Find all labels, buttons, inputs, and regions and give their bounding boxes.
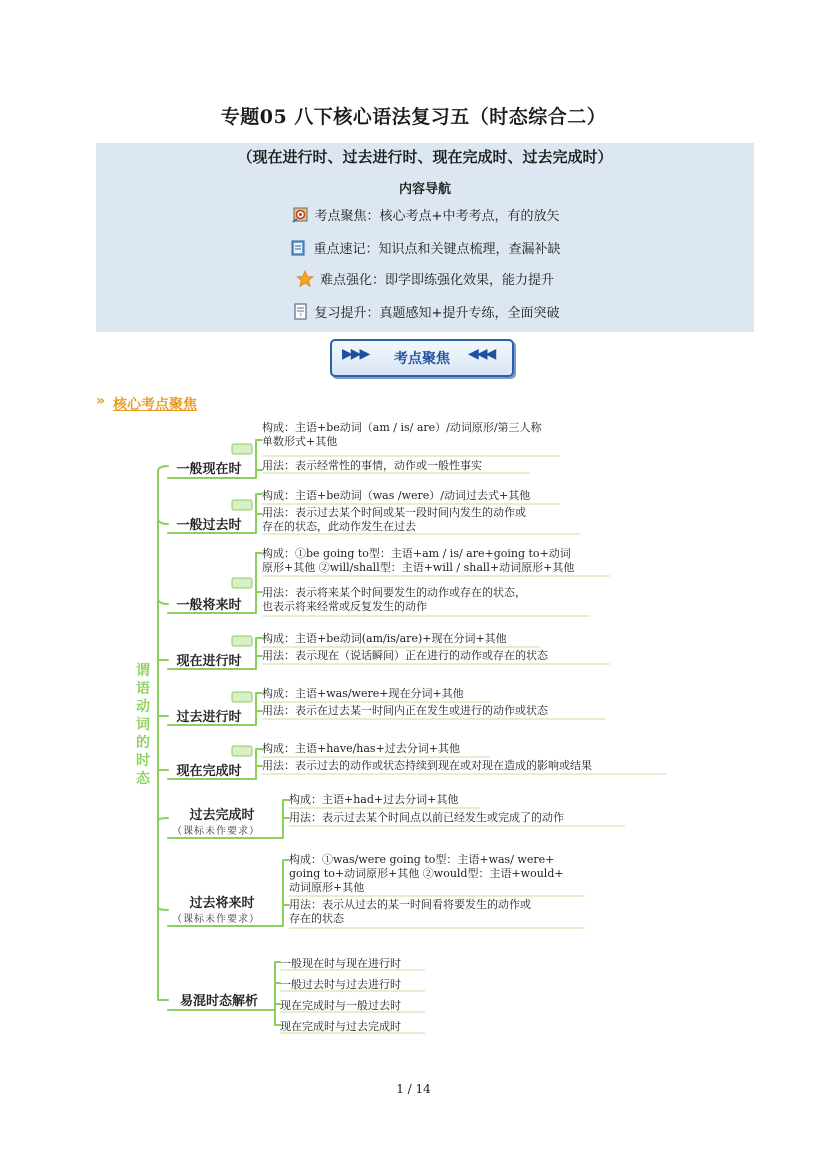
navigation-heading: 内容导航 — [398, 182, 451, 197]
nav-item-review — [96, 302, 754, 321]
tense-usage: 用法：表示过去的动作或状态持续到现在或对现在造成的影响或结果 — [262, 759, 592, 772]
tense-structure: 构成：主语+be动词（was /were）/动词过去式+其他 — [262, 489, 531, 502]
banner-right-arrows-icon: ◀◀◀ — [468, 346, 495, 362]
mindmap-node: 一般现在时 — [176, 462, 242, 477]
mindmap-node: 现在进行时 — [176, 654, 242, 669]
tense-structure: 构成：主语+have/has+过去分词+其他 — [262, 742, 461, 755]
tense-usage: 用法：表示现在（说话瞬间）正在进行的动作或存在的状态 — [262, 649, 548, 662]
nav-item-text: 复习提升：真题感知+提升专练，全面突破 — [314, 306, 560, 321]
nav-item-text: 考点聚焦：核心考点+中考考点，有的放矢 — [314, 209, 560, 224]
banner-left-arrows-icon: ▶▶▶ — [342, 346, 369, 362]
confusion-item: 一般现在时与现在进行时 — [280, 957, 401, 970]
mindmap-node-note: （课标未作要求） — [172, 914, 260, 925]
document-icon — [291, 303, 309, 321]
mindmap-node: 一般将来时 — [176, 598, 242, 613]
mindmap-node: 易混时态解析 — [179, 994, 258, 1009]
mindmap-node: 过去将来时 — [189, 896, 255, 911]
banner-label: 考点聚焦 — [394, 351, 450, 367]
tense-structure: 构成：主语+be动词（am / is/ are）/动词原形/第三人称 单数形式+其他 — [262, 421, 542, 448]
tense-structure: 构成：①was/were going to型：主语+was/ were+ going to+动词原形+其他 ②would型：主语+would+ 动词原形+其他 — [289, 853, 564, 894]
tense-structure: 构成：主语+had+过去分词+其他 — [289, 793, 459, 806]
nav-item-difficulty — [96, 269, 754, 288]
mindmap-node: 过去进行时 — [176, 710, 242, 725]
star-icon — [296, 270, 314, 288]
mindmap-root: 谓语动词的时态 — [136, 663, 150, 787]
tense-usage: 用法：表示过去某个时间点以前已经发生或完成了的动作 — [289, 811, 564, 824]
svg-text:?: ? — [298, 312, 302, 319]
nav-item-text: 难点强化：即学即练强化效果，能力提升 — [319, 273, 554, 288]
tense-usage: 用法：表示过去某个时间或某一段时间内发生的动作或 存在的状态，此动作发生在过去 — [262, 506, 526, 533]
content-navigation-box — [96, 143, 754, 332]
document-subtitle: （现在进行时、过去进行时、现在完成时、过去完成时） — [237, 148, 613, 166]
mindmap-node: 一般过去时 — [176, 518, 242, 533]
book-icon — [289, 239, 307, 257]
double-chevron-icon: » — [96, 393, 106, 409]
nav-item-focus — [96, 205, 754, 224]
tense-usage: 用法：表示将来某个时间要发生的动作或存在的状态， 也表示将来经常或反复发生的动作 — [262, 586, 526, 613]
mindmap-node-note: （课标未作要求） — [172, 826, 260, 837]
nav-item-notes — [96, 238, 754, 257]
confusion-item: 现在完成时与过去完成时 — [280, 1020, 401, 1033]
section-title: 核心考点聚焦 — [113, 397, 197, 413]
tense-usage: 用法：表示在过去某一时间内正在发生或进行的动作或状态 — [262, 704, 548, 717]
tense-usage: 用法：表示从过去的某一时间看将要发生的动作或 存在的状态 — [289, 898, 531, 925]
target-board-icon — [291, 206, 309, 224]
confusion-item: 现在完成时与一般过去时 — [280, 999, 401, 1012]
section-banner — [330, 339, 514, 377]
tense-structure: 构成：①be going to型：主语+am / is/ are+going to+动词 原形+其他 ②will/shall型：主语+will / shall+动词原形+其他 — [262, 547, 575, 574]
tense-structure: 构成：主语+be动词(am/is/are)+现在分词+其他 — [262, 632, 507, 645]
mindmap-node: 过去完成时 — [189, 808, 255, 823]
mindmap-node: 现在完成时 — [176, 764, 242, 779]
nav-item-text: 重点速记：知识点和关键点梳理，查漏补缺 — [313, 242, 561, 257]
tense-structure: 构成：主语+was/were+现在分词+其他 — [262, 687, 464, 700]
tense-usage: 用法：表示经常性的事情，动作或一般性事实 — [262, 459, 482, 472]
document-title: 专题05 八下核心语法复习五（时态综合二） — [220, 106, 607, 128]
confusion-item: 一般过去时与过去进行时 — [280, 978, 401, 991]
page-number: 1 / 14 — [396, 1082, 431, 1096]
